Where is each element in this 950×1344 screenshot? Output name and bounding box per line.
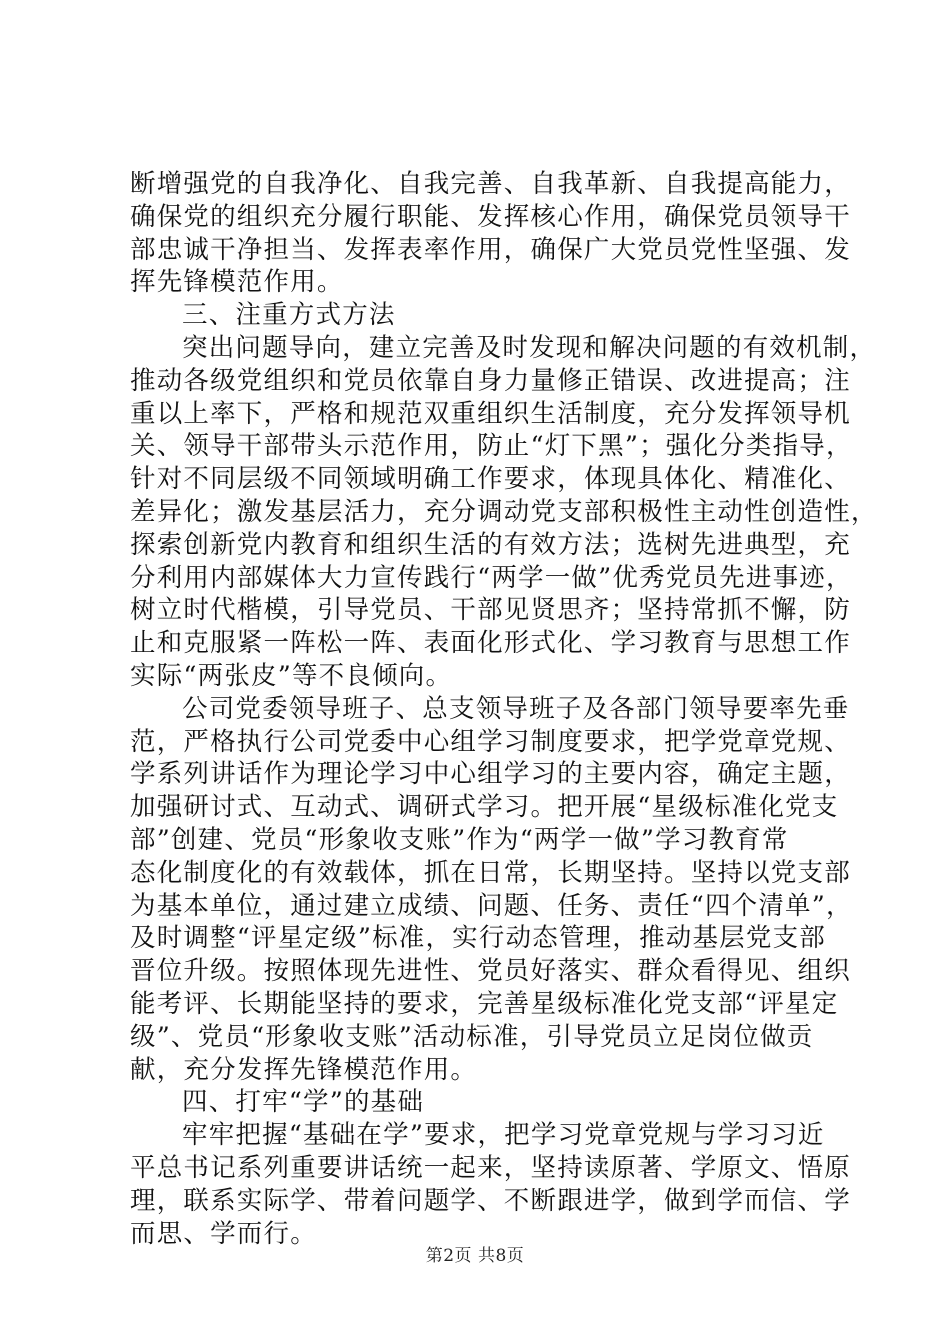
text-line: 为基本单位，通过建立成绩、问题、任务、责任“四个清单”， <box>130 890 853 921</box>
text-line: 断增强党的自我净化、自我完善、自我革新、自我提高能力， <box>130 169 851 199</box>
text-line: 实际“两张皮”等不良倾向。 <box>130 660 453 691</box>
text-line: 理，联系实际学、带着问题学、不断跟进学，做到学而信、学 <box>130 1185 851 1216</box>
section-heading: 四、打牢“学”的基础 <box>182 1087 425 1118</box>
text-line: 止和克服紧一阵松一阵、表面化形式化、学习教育与思想工作 <box>130 628 851 659</box>
text-line: 针对不同层级不同领域明确工作要求，体现具体化、精准化、 <box>130 464 851 495</box>
text-line: 突出问题导向，建立完善及时发现和解决问题的有效机制， <box>182 332 877 363</box>
document-body <box>130 168 878 1250</box>
text-line: 牢牢把握“基础在学”要求，把学习党章党规与学习习近 <box>182 1120 825 1151</box>
text-line: 部忠诚干净担当、发挥表率作用，确保广大党员党性坚强、发 <box>130 234 851 265</box>
text-line: 分利用内部媒体大力宣传践行“两学一做”优秀党员先进事迹， <box>130 562 853 593</box>
text-line: 部”创建、党员“形象收支账”作为“两学一做”学习教育常 <box>130 824 789 855</box>
text-line: 关、领导干部带头示范作用，防止“灯下黑”；强化分类指导， <box>130 431 853 462</box>
text-line: 级”、党员“形象收支账”活动标准，引导党员立足岗位做贡 <box>130 1021 814 1052</box>
text-line: 公司党委领导班子、总支领导班子及各部门领导要率先垂 <box>182 693 850 724</box>
text-line: 确保党的组织充分履行职能、发挥核心作用，确保党员领导干 <box>130 201 851 232</box>
text-line: 及时调整“评星定级”标准，实行动态管理，推动基层党支部 <box>130 923 826 954</box>
text-line: 加强研讨式、互动式、调研式学习。把开展“星级标准化党支 <box>130 792 839 823</box>
text-line: 能考评、长期能坚持的要求，完善星级标准化党支部“评星定 <box>130 988 839 1019</box>
text-line: 挥先锋模范作用。 <box>130 267 344 298</box>
page-number-footer: 第2页 共8页 <box>425 1246 525 1266</box>
text-line: 晋位升级。按照体现先进性、党员好落实、群众看得见、组织 <box>130 956 851 987</box>
text-line: 范，严格执行公司党委中心组学习制度要求，把学党章党规、 <box>130 726 851 757</box>
text-line: 而思、学而行。 <box>130 1218 317 1249</box>
text-line: 探索创新党内教育和组织生活的有效方法；选树先进典型，充 <box>130 529 851 560</box>
text-line: 树立时代楷模，引导党员、干部见贤思齐；坚持常抓不懈，防 <box>130 595 851 626</box>
text-line: 平总书记系列重要讲话统一起来，坚持读原著、学原文、悟原 <box>130 1152 851 1183</box>
text-line: 差异化；激发基层活力，充分调动党支部积极性主动性创造性， <box>130 496 878 527</box>
text-line: 推动各级党组织和党员依靠自身力量修正错误、改进提高；注 <box>130 365 851 396</box>
text-line: 献，充分发挥先锋模范作用。 <box>130 1054 478 1085</box>
text-line: 重以上率下，严格和规范双重组织生活制度，充分发挥领导机 <box>130 398 851 429</box>
section-heading: 三、注重方式方法 <box>182 300 396 331</box>
text-line: 学系列讲话作为理论学习中心组学习的主要内容，确定主题， <box>130 759 851 790</box>
text-line: 态化制度化的有效载体，抓在日常，长期坚持。坚持以党支部 <box>130 857 851 888</box>
